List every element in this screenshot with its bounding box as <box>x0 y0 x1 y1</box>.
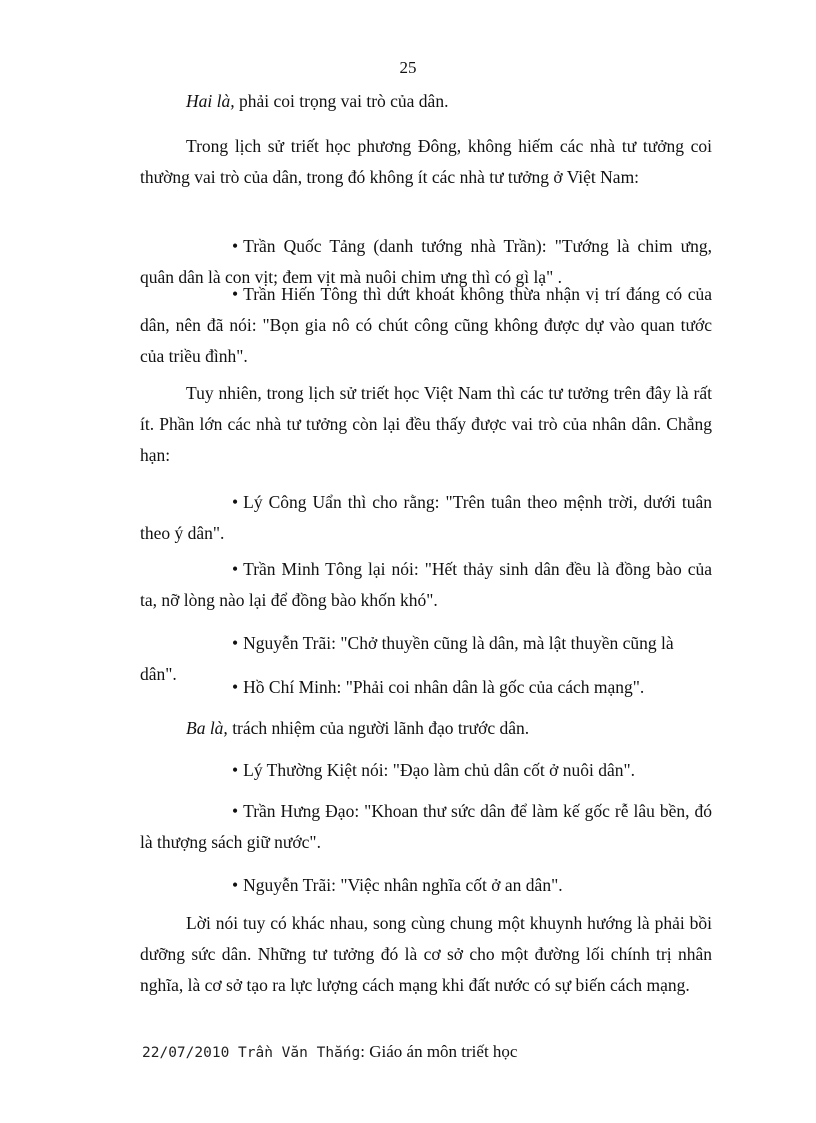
bullet-icon: • <box>232 875 239 895</box>
bullet-text: Lý Thường Kiệt nói: "Đạo làm chủ dân cốt ở nuôi dân". <box>243 760 636 780</box>
paragraph-point-two <box>140 86 712 117</box>
bullet-item <box>140 487 712 549</box>
paragraph-text: phải coi trọng vai trò của dân. <box>234 91 449 111</box>
bullet-item <box>140 672 712 703</box>
bullet-icon: • <box>232 236 239 256</box>
paragraph-text: Trong lịch sử triết học phương Đông, không hiếm các nhà tư tưởng coi thường vai trò của dân, trong đó không ít các nhà tư tưởng ở Việt Nam: <box>140 136 712 187</box>
paragraph-text-block <box>140 378 712 471</box>
bullet-text: Nguyễn Trãi: "Việc nhân nghĩa cốt ở an dân". <box>243 875 563 895</box>
footer-date-author: 22/07/2010 Trần Văn Thắng <box>142 1045 361 1061</box>
bullet-text: Lý Công Uẩn thì cho rằng: "Trên tuân theo mệnh trời, dưới tuân theo ý dân". <box>140 492 712 543</box>
bullet-icon: • <box>232 760 239 780</box>
bullet-text: Trần Hưng Đạo: "Khoan thư sức dân để làm kế gốc rễ lâu bền, đó là thượng sách giữ nước". <box>140 801 712 852</box>
lead-label: Ba là, <box>186 718 228 738</box>
bullet-item <box>140 870 712 901</box>
footer-title: : Giáo án môn triết học <box>360 1042 518 1061</box>
bullet-icon: • <box>232 284 239 304</box>
bullet-item <box>140 755 712 786</box>
bullet-item <box>140 279 712 372</box>
paragraph-text: Tuy nhiên, trong lịch sử triết học Việt Nam thì các tư tưởng trên đây là rất ít. Phần lớn các nhà tư tưởng còn lại đều thấy được vai trò của nhân dân. Chẳng hạn: <box>140 383 712 465</box>
page-number: 25 <box>399 58 417 77</box>
bullet-icon: • <box>232 633 239 653</box>
paragraph-text-block <box>140 131 712 193</box>
bullet-text: Nguyễn Trãi: "Chở thuyền cũng là dân, mà lật thuyền cũng là dân". <box>140 633 674 684</box>
bullet-text: Hồ Chí Minh: "Phải coi nhân dân là gốc của cách mạng". <box>243 677 645 697</box>
page-footer <box>142 1042 517 1062</box>
bullet-text: Trần Quốc Tảng (danh tướng nhà Trần): "Tướng là chim ưng, quân dân là con vịt; đem vịt mà nuôi chim ưng thì có gì lạ" . <box>140 236 712 287</box>
bullet-text: Trần Minh Tông lại nói: "Hết thảy sinh dân đều là đồng bào của ta, nỡ lòng nào lại để đồng bào khốn khó". <box>140 559 712 610</box>
bullet-text: Trần Hiến Tông thì dứt khoát không thừa nhận vị trí đáng có của dân, nên đã nói: "Bọn gia nô có chút công cũng không được dự vào quan tước của triều đình". <box>140 284 712 366</box>
paragraph-conclusion <box>140 908 712 1001</box>
bullet-item <box>140 796 712 858</box>
paragraph-text: Lời nói tuy có khác nhau, song cùng chung một khuynh hướng là phải bồi dưỡng sức dân. Những tư tưởng đó là cơ sở cho một đường lối chính trị nhân nghĩa, là cơ sở tạo ra lực lượng cách mạng khi đất nước có sự biến cách mạng. <box>140 913 712 995</box>
paragraph-point-three <box>140 713 712 744</box>
bullet-icon: • <box>232 677 239 697</box>
paragraph-text: trách nhiệm của người lãnh đạo trước dân. <box>227 718 530 738</box>
bullet-item <box>140 554 712 616</box>
lead-label: Hai là, <box>186 91 235 111</box>
bullet-icon: • <box>232 559 239 579</box>
bullet-icon: • <box>232 801 239 821</box>
bullet-icon: • <box>232 492 239 512</box>
